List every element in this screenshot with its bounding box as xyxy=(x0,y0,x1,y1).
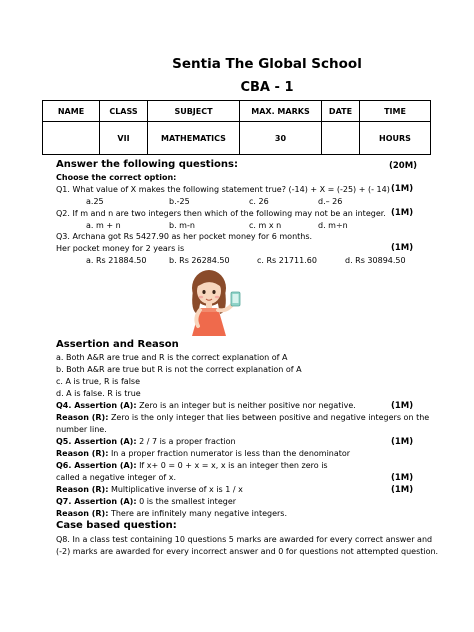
value-date xyxy=(322,122,360,155)
assertion-option-a: a. Both A&R are true and R is the correct explanation of A xyxy=(56,353,288,362)
q2-option-c: c. m x n xyxy=(249,221,282,230)
question-1: Q1. What value of X makes the following statement true? (-14) + X = (-25) + (- 14) xyxy=(56,185,390,194)
q3-option-d: d. Rs 30894.50 xyxy=(345,256,406,265)
header-class: CLASS xyxy=(100,101,148,122)
q2-option-d: d. m÷n xyxy=(318,221,348,230)
school-name: Sentia The Global School xyxy=(172,56,362,72)
q6-label: Q6. Assertion (A): xyxy=(56,461,137,470)
q1-marks: (1M) xyxy=(391,184,414,194)
section-heading: Answer the following questions: xyxy=(56,159,238,170)
assertion-option-d: d. A is false. R is true xyxy=(56,389,141,398)
table-value-row xyxy=(43,122,431,155)
q6-text-line-2: called a negative integer of x. xyxy=(56,473,176,482)
q5-reason xyxy=(56,449,350,458)
value-subject: MATHEMATICS xyxy=(148,122,240,155)
q6-reason-marks: (1M) xyxy=(391,485,414,495)
value-class: VII xyxy=(100,122,148,155)
q1-option-b: b.-25 xyxy=(169,197,190,206)
assertion-option-b: b. Both A&R are true but R is not the correct explanation of A xyxy=(56,365,302,374)
question-8-line-1: Q8. In a class test containing 10 questions 5 marks are awarded for every correct answer and xyxy=(56,535,433,544)
header-max-marks: MAX. MARKS xyxy=(240,101,322,122)
value-max-marks: 30 xyxy=(240,122,322,155)
q7-label: Q7. Assertion (A): xyxy=(56,497,137,506)
question-4 xyxy=(56,401,356,410)
header-time: TIME xyxy=(360,101,431,122)
header-name: NAME xyxy=(43,101,100,122)
q6-reason xyxy=(56,485,243,494)
assertion-option-c: c. A is true, R is false xyxy=(56,377,141,386)
question-5 xyxy=(56,437,236,446)
q5-marks: (1M) xyxy=(391,437,414,447)
q5-text: 2 / 7 is a proper fraction xyxy=(136,437,236,446)
q3-marks: (1M) xyxy=(391,243,414,253)
girl-with-phone-icon xyxy=(176,268,254,340)
question-3-line-1: Q3. Archana got Rs 5427.90 as her pocket money for 6 months. xyxy=(56,232,313,241)
q3-option-b: b. Rs 26284.50 xyxy=(169,256,230,265)
q7-reason-label: Reason (R): xyxy=(56,509,109,518)
q4-reason-text: Zero is the only integer that lies between positive and negative integers on the xyxy=(108,413,430,422)
student-info-table xyxy=(42,100,431,155)
q4-text: Zero is an integer but is neither positive nor negative. xyxy=(136,401,356,410)
table-header-row xyxy=(43,101,431,122)
q5-reason-text: In a proper fraction numerator is less than the denominator xyxy=(108,449,351,458)
q6-marks: (1M) xyxy=(391,473,414,483)
q4-reason xyxy=(56,413,429,422)
q7-text: 0 is the smallest integer xyxy=(136,497,237,506)
value-name xyxy=(43,122,100,155)
q4-marks: (1M) xyxy=(391,401,414,411)
q1-option-a: a.25 xyxy=(86,197,104,206)
q2-marks: (1M) xyxy=(391,208,414,218)
exam-title: CBA - 1 xyxy=(240,80,294,95)
q2-option-a: a. m + n xyxy=(86,221,121,230)
q7-reason-text: There are infinitely many negative integers. xyxy=(108,509,287,518)
question-6 xyxy=(56,461,328,470)
q1-option-c: c. 26 xyxy=(249,197,269,206)
q6-text: If x+ 0 = 0 + x = x, x is an integer then zero is xyxy=(136,461,328,470)
q2-option-b: b. m-n xyxy=(169,221,195,230)
choose-option-label: Choose the correct option: xyxy=(56,173,177,182)
q7-reason xyxy=(56,509,287,518)
question-8-line-2: (-2) marks are awarded for every incorrect answer and 0 for questions not attempted question. xyxy=(56,547,439,556)
q3-option-a: a. Rs 21884.50 xyxy=(86,256,147,265)
case-heading: Case based question: xyxy=(56,520,177,531)
q4-label: Q4. Assertion (A): xyxy=(56,401,137,410)
header-date: DATE xyxy=(322,101,360,122)
q5-label: Q5. Assertion (A): xyxy=(56,437,137,446)
question-7 xyxy=(56,497,236,506)
q1-option-d: d.– 26 xyxy=(318,197,343,206)
assertion-heading: Assertion and Reason xyxy=(56,339,179,350)
header-subject: SUBJECT xyxy=(148,101,240,122)
q4-reason-line-2: number line. xyxy=(56,425,107,434)
value-time: HOURS xyxy=(360,122,431,155)
question-2: Q2. If m and n are two integers then which of the following may not be an integer. xyxy=(56,209,386,218)
q5-reason-label: Reason (R): xyxy=(56,449,109,458)
q4-reason-label: Reason (R): xyxy=(56,413,109,422)
q6-reason-text: Multiplicative inverse of x is 1 / x xyxy=(108,485,243,494)
q6-reason-label: Reason (R): xyxy=(56,485,109,494)
section-total-marks: (20M) xyxy=(389,161,418,171)
q3-option-c: c. Rs 21711.60 xyxy=(257,256,317,265)
question-3-line-2: Her pocket money for 2 years is xyxy=(56,244,185,253)
